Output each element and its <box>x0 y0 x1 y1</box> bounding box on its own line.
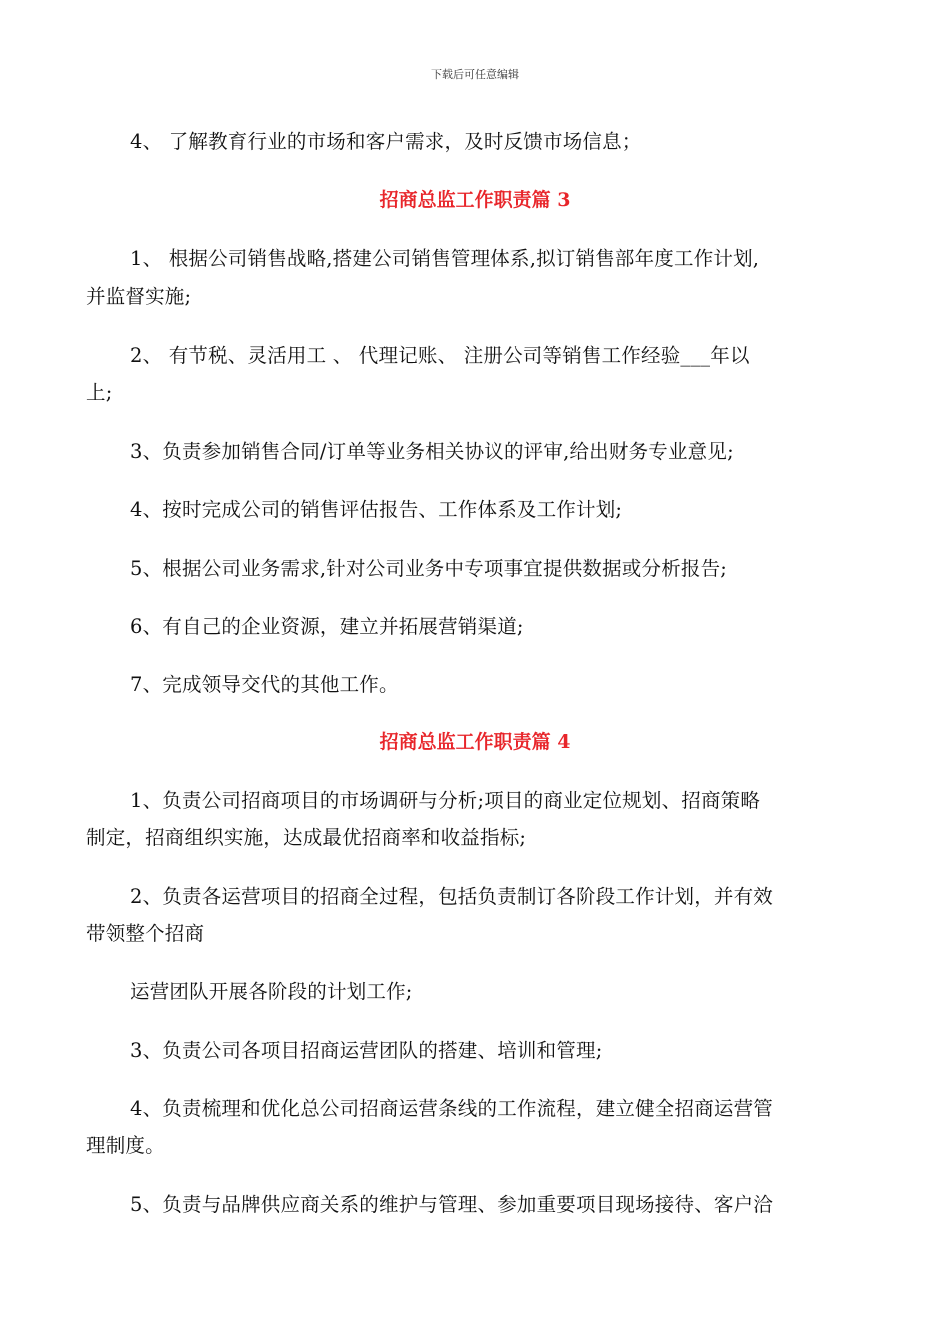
paragraph-line: 运营团队开展各阶段的计划工作; <box>130 980 413 1003</box>
section-heading: 招商总监工作职责篇 3 <box>379 189 571 211</box>
paragraph-line: 带领整个招商 <box>86 922 205 945</box>
paragraph-line: 理制度。 <box>86 1134 165 1157</box>
paragraph-line: 1、 根据公司销售战略,搭建公司销售管理体系,拟订销售部年度工作计划, <box>130 247 760 270</box>
paragraph-line: 7、完成领导交代的其他工作。 <box>130 673 399 696</box>
paragraph-line: 5、负责与品牌供应商关系的维护与管理、参加重要项目现场接待、客户洽 <box>130 1193 774 1216</box>
paragraph-line: 1、负责公司招商项目的市场调研与分析;项目的商业定位规划、招商策略 <box>130 789 761 812</box>
paragraph-line: 6、有自己的企业资源，建立并拓展营销渠道; <box>130 615 524 638</box>
paragraph-line: 并监督实施; <box>86 285 192 308</box>
paragraph-line: 制定，招商组织实施，达成最优招商率和收益指标; <box>86 826 527 849</box>
paragraph-line: 4、 了解教育行业的市场和客户需求，及时反馈市场信息； <box>130 130 642 153</box>
paragraph-line: 3、负责参加销售合同/订单等业务相关协议的评审,给出财务专业意见; <box>130 440 734 463</box>
paragraph-line: 3、负责公司各项目招商运营团队的搭建、培训和管理; <box>130 1039 603 1062</box>
paragraph-line: 4、按时完成公司的销售评估报告、工作体系及工作计划; <box>130 498 623 521</box>
paragraph-line: 2、 有节税、灵活用工 、 代理记账、 注册公司等销售工作经验___年以 <box>130 344 750 367</box>
paragraph-line: 2、负责各运营项目的招商全过程，包括负责制订各阶段工作计划，并有效 <box>130 885 774 908</box>
paragraph-line: 4、负责梳理和优化总公司招商运营条线的工作流程，建立健全招商运营管 <box>130 1097 774 1120</box>
page-header: 下载后可任意编辑 <box>431 68 519 81</box>
paragraph-line: 上; <box>86 381 113 404</box>
section-heading: 招商总监工作职责篇 4 <box>379 731 571 753</box>
paragraph-line: 5、根据公司业务需求,针对公司业务中专项事宜提供数据或分析报告; <box>130 557 728 580</box>
